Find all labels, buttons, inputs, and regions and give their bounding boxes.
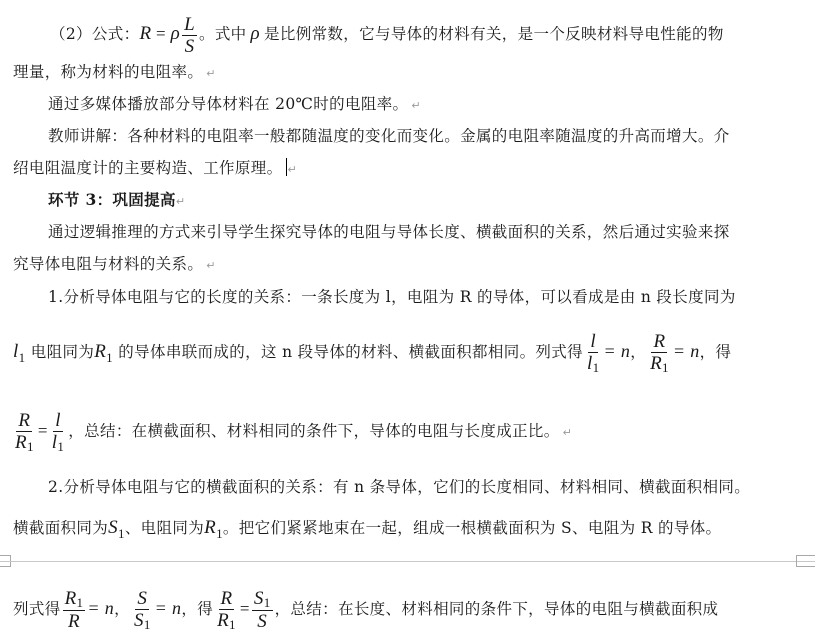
fraction-denominator bbox=[50, 432, 67, 454]
formula-line-1 bbox=[50, 12, 724, 57]
denominator-var: l bbox=[587, 353, 593, 374]
formula-rho: ρ bbox=[170, 23, 181, 44]
fraction-numerator: R bbox=[18, 410, 31, 431]
fraction-r-over-r1 bbox=[13, 410, 36, 454]
fraction-numerator: l bbox=[55, 410, 61, 431]
paragraph-mark-icon: ↵ bbox=[411, 99, 421, 112]
paragraph-mark-icon: ↵ bbox=[175, 195, 186, 208]
fraction-numerator: R bbox=[220, 588, 233, 609]
fraction-denominator bbox=[132, 610, 153, 632]
logic-line-1 bbox=[48, 222, 730, 242]
logic-line-2 bbox=[13, 254, 216, 276]
numerator-var: S bbox=[253, 588, 264, 609]
fraction-r1-over-r bbox=[63, 588, 86, 632]
equals-n: = n bbox=[154, 598, 182, 618]
fraction-numerator: L bbox=[184, 13, 195, 35]
paragraph-text: 教师讲解：各种材料的电阻率一般都随温度的变化而变化。金属的电阻率随温度的升高而增大。介 bbox=[48, 127, 730, 145]
subscript: 1 bbox=[592, 360, 600, 375]
paragraph-text: ，得 bbox=[699, 343, 732, 361]
paragraph-text: 通过逻辑推理的方式来引导学生探究导体的电阻与导体长度、横截面积的关系，然后通过实验来探 bbox=[48, 223, 730, 241]
fraction-denominator bbox=[648, 353, 671, 375]
page-break-separator bbox=[0, 561, 815, 562]
subscript: 1 bbox=[662, 360, 669, 375]
equals-n: = n bbox=[672, 341, 700, 361]
paragraph-text: ，总结：在横截面积、材料相同的条件下，导体的电阻与长度成正比。 bbox=[68, 422, 560, 440]
fraction-l-over-l1 bbox=[50, 410, 67, 454]
paragraph-text: 电阻同为 bbox=[30, 343, 95, 361]
fraction-denominator: R bbox=[67, 611, 80, 632]
fraction-numerator bbox=[252, 588, 273, 611]
subscript: 1 bbox=[106, 350, 114, 365]
subscript: 1 bbox=[76, 595, 84, 610]
paragraph-text: 绍电阻温度计的主要构造、工作原理。 bbox=[13, 159, 283, 177]
subscript: 1 bbox=[117, 526, 125, 541]
paragraph-text: 横截面积同为 bbox=[13, 519, 109, 537]
var-l: l bbox=[13, 341, 19, 362]
paragraph-text: 。把它们紧紧地束在一起，组成一根横截面积为 S、电阻为 R 的导体。 bbox=[222, 519, 722, 537]
section-heading bbox=[48, 190, 185, 212]
paragraph-mark-icon: ↵ bbox=[206, 67, 216, 80]
subscript: 1 bbox=[18, 350, 26, 365]
fraction-denominator: S bbox=[184, 35, 195, 57]
area-line-2 bbox=[13, 518, 721, 539]
denominator-var: R bbox=[15, 432, 27, 453]
paragraph-mark-icon: ↵ bbox=[562, 426, 573, 439]
paragraph-text: 1.分析导体电阻与它的长度的关系：一条长度为 l，电阻为 R 的导体，可以看成是由 n 段长度同为 bbox=[48, 288, 736, 306]
fraction-denominator bbox=[13, 432, 36, 454]
fraction-denominator bbox=[215, 610, 238, 632]
paragraph-text: 理量，称为材料的电阻率。 bbox=[13, 63, 204, 81]
denominator-var: l bbox=[51, 432, 58, 453]
formula-description: 是比例常数，它与导体的材料有关，是一个反映材料导电性能的物 bbox=[264, 25, 724, 43]
var-s: S bbox=[108, 517, 118, 538]
formula-lhs: R bbox=[139, 23, 152, 44]
subscript: 1 bbox=[263, 595, 271, 610]
fraction-s-over-s1 bbox=[132, 588, 153, 632]
denominator-var: S bbox=[133, 610, 144, 631]
paragraph-text: 的导体串联而成的，这 n 段导体的材料、横截面积都相同。列式得 bbox=[118, 343, 583, 361]
comma: ， bbox=[114, 600, 130, 618]
teacher-explain-line-1 bbox=[48, 126, 730, 146]
fraction-r-over-r1 bbox=[215, 588, 238, 632]
fraction-s1-over-s bbox=[252, 588, 273, 632]
subscript: 1 bbox=[216, 526, 223, 541]
teacher-explain-line-2 bbox=[13, 158, 297, 180]
equals-sign: = bbox=[37, 421, 48, 440]
equals-sign: = bbox=[239, 599, 250, 618]
comma: ， bbox=[630, 343, 647, 361]
formula-prefix: （2）公式： bbox=[50, 25, 140, 43]
rho-symbol: ρ bbox=[250, 23, 261, 44]
fraction-numerator: R bbox=[653, 331, 666, 352]
length-line-2 bbox=[13, 328, 731, 376]
fraction-denominator: S bbox=[257, 611, 268, 632]
subscript: 1 bbox=[143, 617, 151, 632]
formula-equals: = bbox=[151, 24, 171, 43]
paragraph-text: 2.分析导体电阻与它的横截面积的关系：有 n 条导体，它们的长度相同、材料相同、横截面积相同。 bbox=[48, 478, 751, 496]
numerator-var: R bbox=[64, 588, 77, 609]
paragraph-text: 通过多媒体播放部分导体材料在 20℃时的电阻率。 bbox=[48, 95, 409, 113]
var-r: R bbox=[94, 341, 107, 362]
subscript: 1 bbox=[57, 439, 65, 454]
fraction-numerator: l bbox=[590, 331, 597, 352]
equals-n: = n bbox=[603, 341, 631, 361]
paragraph-text: ，总结：在长度、材料相同的条件下，导体的电阻与横截面积成 bbox=[274, 600, 719, 618]
denominator-var: R bbox=[650, 353, 663, 374]
paragraph-text: 究导体电阻与材料的关系。 bbox=[13, 255, 204, 273]
paragraph-mark-icon: ↵ bbox=[287, 163, 298, 176]
heading-text: 环节 3：巩固提高 bbox=[48, 190, 176, 209]
multimedia-paragraph bbox=[48, 94, 421, 116]
subscript: 1 bbox=[26, 439, 34, 454]
length-line-3 bbox=[13, 408, 572, 456]
page-corner-marker-right bbox=[796, 555, 815, 567]
paragraph-text: 列式得 bbox=[13, 600, 61, 618]
formula-fraction bbox=[182, 14, 197, 57]
fraction-l-over-l1 bbox=[585, 331, 602, 375]
subscript: 1 bbox=[229, 617, 236, 632]
paragraph-text: 、电阻同为 bbox=[124, 519, 205, 537]
formula-line-2 bbox=[13, 62, 216, 84]
fraction-denominator bbox=[585, 353, 602, 375]
paragraph-text: ，得 bbox=[181, 600, 214, 618]
formula-text: 。式中 bbox=[198, 25, 247, 43]
length-line-1 bbox=[48, 287, 736, 307]
equals-n: = n bbox=[87, 598, 115, 618]
paragraph-mark-icon: ↵ bbox=[206, 259, 216, 272]
area-line-1 bbox=[48, 477, 750, 497]
var-r: R bbox=[204, 517, 217, 538]
fraction-numerator: S bbox=[137, 588, 148, 609]
area-line-3 bbox=[13, 585, 718, 632]
denominator-var: R bbox=[217, 610, 230, 631]
fraction-r-over-r1 bbox=[648, 331, 671, 375]
fraction-numerator bbox=[63, 588, 86, 611]
